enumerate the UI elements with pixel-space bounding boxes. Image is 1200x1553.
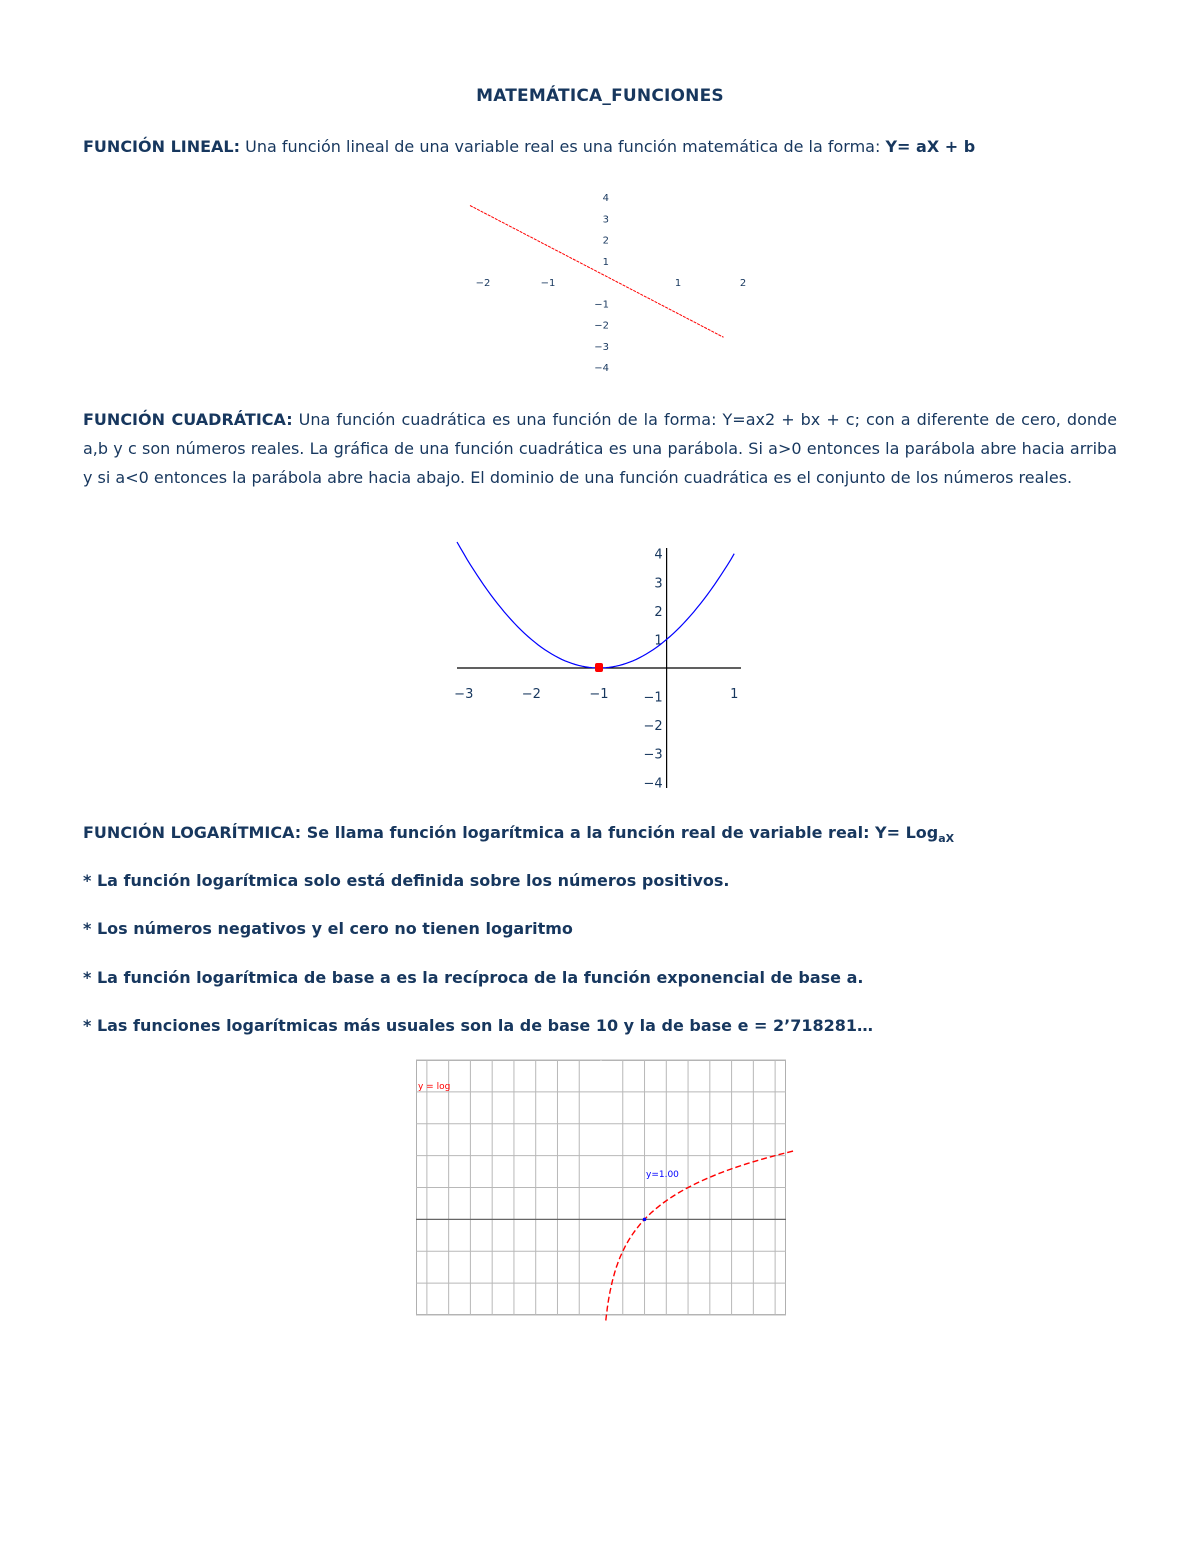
bullet-item: * Las funciones logarítmicas más usuales son la de base 10 y la de base e = 2’718281… (83, 1016, 873, 1035)
x-tick-label: 1 (730, 687, 739, 702)
x-tick-label: −1 (589, 687, 609, 702)
y-tick-label: 1 (602, 256, 609, 268)
page-title: MATEMÁTICA_FUNCIONES (476, 86, 724, 106)
y-tick-label: −3 (643, 747, 663, 763)
y-tick-label: 4 (654, 547, 663, 563)
x-tick-label: 1 (674, 278, 682, 289)
y-tick-label: 3 (654, 576, 663, 592)
logaritmica-subscript: aX (938, 832, 955, 846)
linear-function-chart (470, 185, 747, 380)
logaritmica-heading: FUNCIÓN LOGARÍTMICA: (83, 823, 302, 842)
y-tick-label: −2 (594, 320, 609, 332)
y-tick-label: −4 (643, 776, 663, 792)
y-tick-label: −1 (643, 690, 663, 706)
bullet-item: * La función logarítmica solo está definida sobre los números positivos. (83, 871, 730, 890)
logaritmica-paragraph (83, 818, 1117, 853)
parabola-line (457, 542, 734, 668)
y-tick-label: −2 (643, 719, 663, 735)
point-label: y=1.00 (646, 1170, 679, 1180)
x-tick-label: −1 (540, 278, 556, 289)
y-tick-label: 3 (602, 214, 609, 226)
y-tick-label: 2 (602, 235, 609, 247)
y-tick-label: −4 (594, 363, 609, 374)
lineal-formula: Y= aX + b (885, 137, 976, 156)
y-tick-label: 2 (654, 604, 663, 620)
y-tick-label: 1 (654, 633, 663, 649)
y-tick-label: 4 (602, 193, 609, 204)
lineal-text: Una función lineal de una variable real es una función matemática de la forma: (240, 137, 886, 156)
lineal-paragraph (83, 132, 1117, 161)
cuadratica-heading: FUNCIÓN CUADRÁTICA: (83, 410, 293, 429)
cuadratica-text: Una función cuadrática es una función de la forma: Y=ax2 + bx + c; con a diferente de cero, donde a,b y c son números reales. La gráfica de una función cuadrática es una parábola. Si a>0 entonces la parábola abre hacia arriba y si a<0 entonces la parábola abre hacia abajo. El dominio de una función cuadrática es el conjunto de los números reales. (83, 410, 1118, 487)
logaritmica-text: Se llama función logarítmica a la función real de variable real: Y= Log (301, 823, 939, 842)
x-tick-label: −2 (475, 278, 491, 289)
bullet-item: * Los números negativos y el cero no tienen logaritmo (83, 919, 573, 938)
function-label: y = log (418, 1082, 451, 1092)
bullet-item: * La función logarítmica de base a es la recíproca de la función exponencial de base a. (83, 968, 864, 987)
lineal-heading: FUNCIÓN LINEAL: (83, 137, 241, 156)
cuadratica-paragraph (83, 405, 1117, 492)
vertex-point (595, 663, 603, 672)
y-tick-label: −3 (594, 341, 609, 353)
x-tick-label: 2 (739, 278, 747, 289)
x-tick-label: −3 (454, 687, 474, 702)
marked-point (643, 1218, 647, 1222)
y-tick-label: −1 (594, 299, 609, 311)
series-line (470, 206, 724, 338)
x-tick-label: −2 (521, 687, 541, 702)
logarithmic-function-chart (416, 1060, 786, 1315)
quadratic-function-chart (445, 540, 755, 795)
